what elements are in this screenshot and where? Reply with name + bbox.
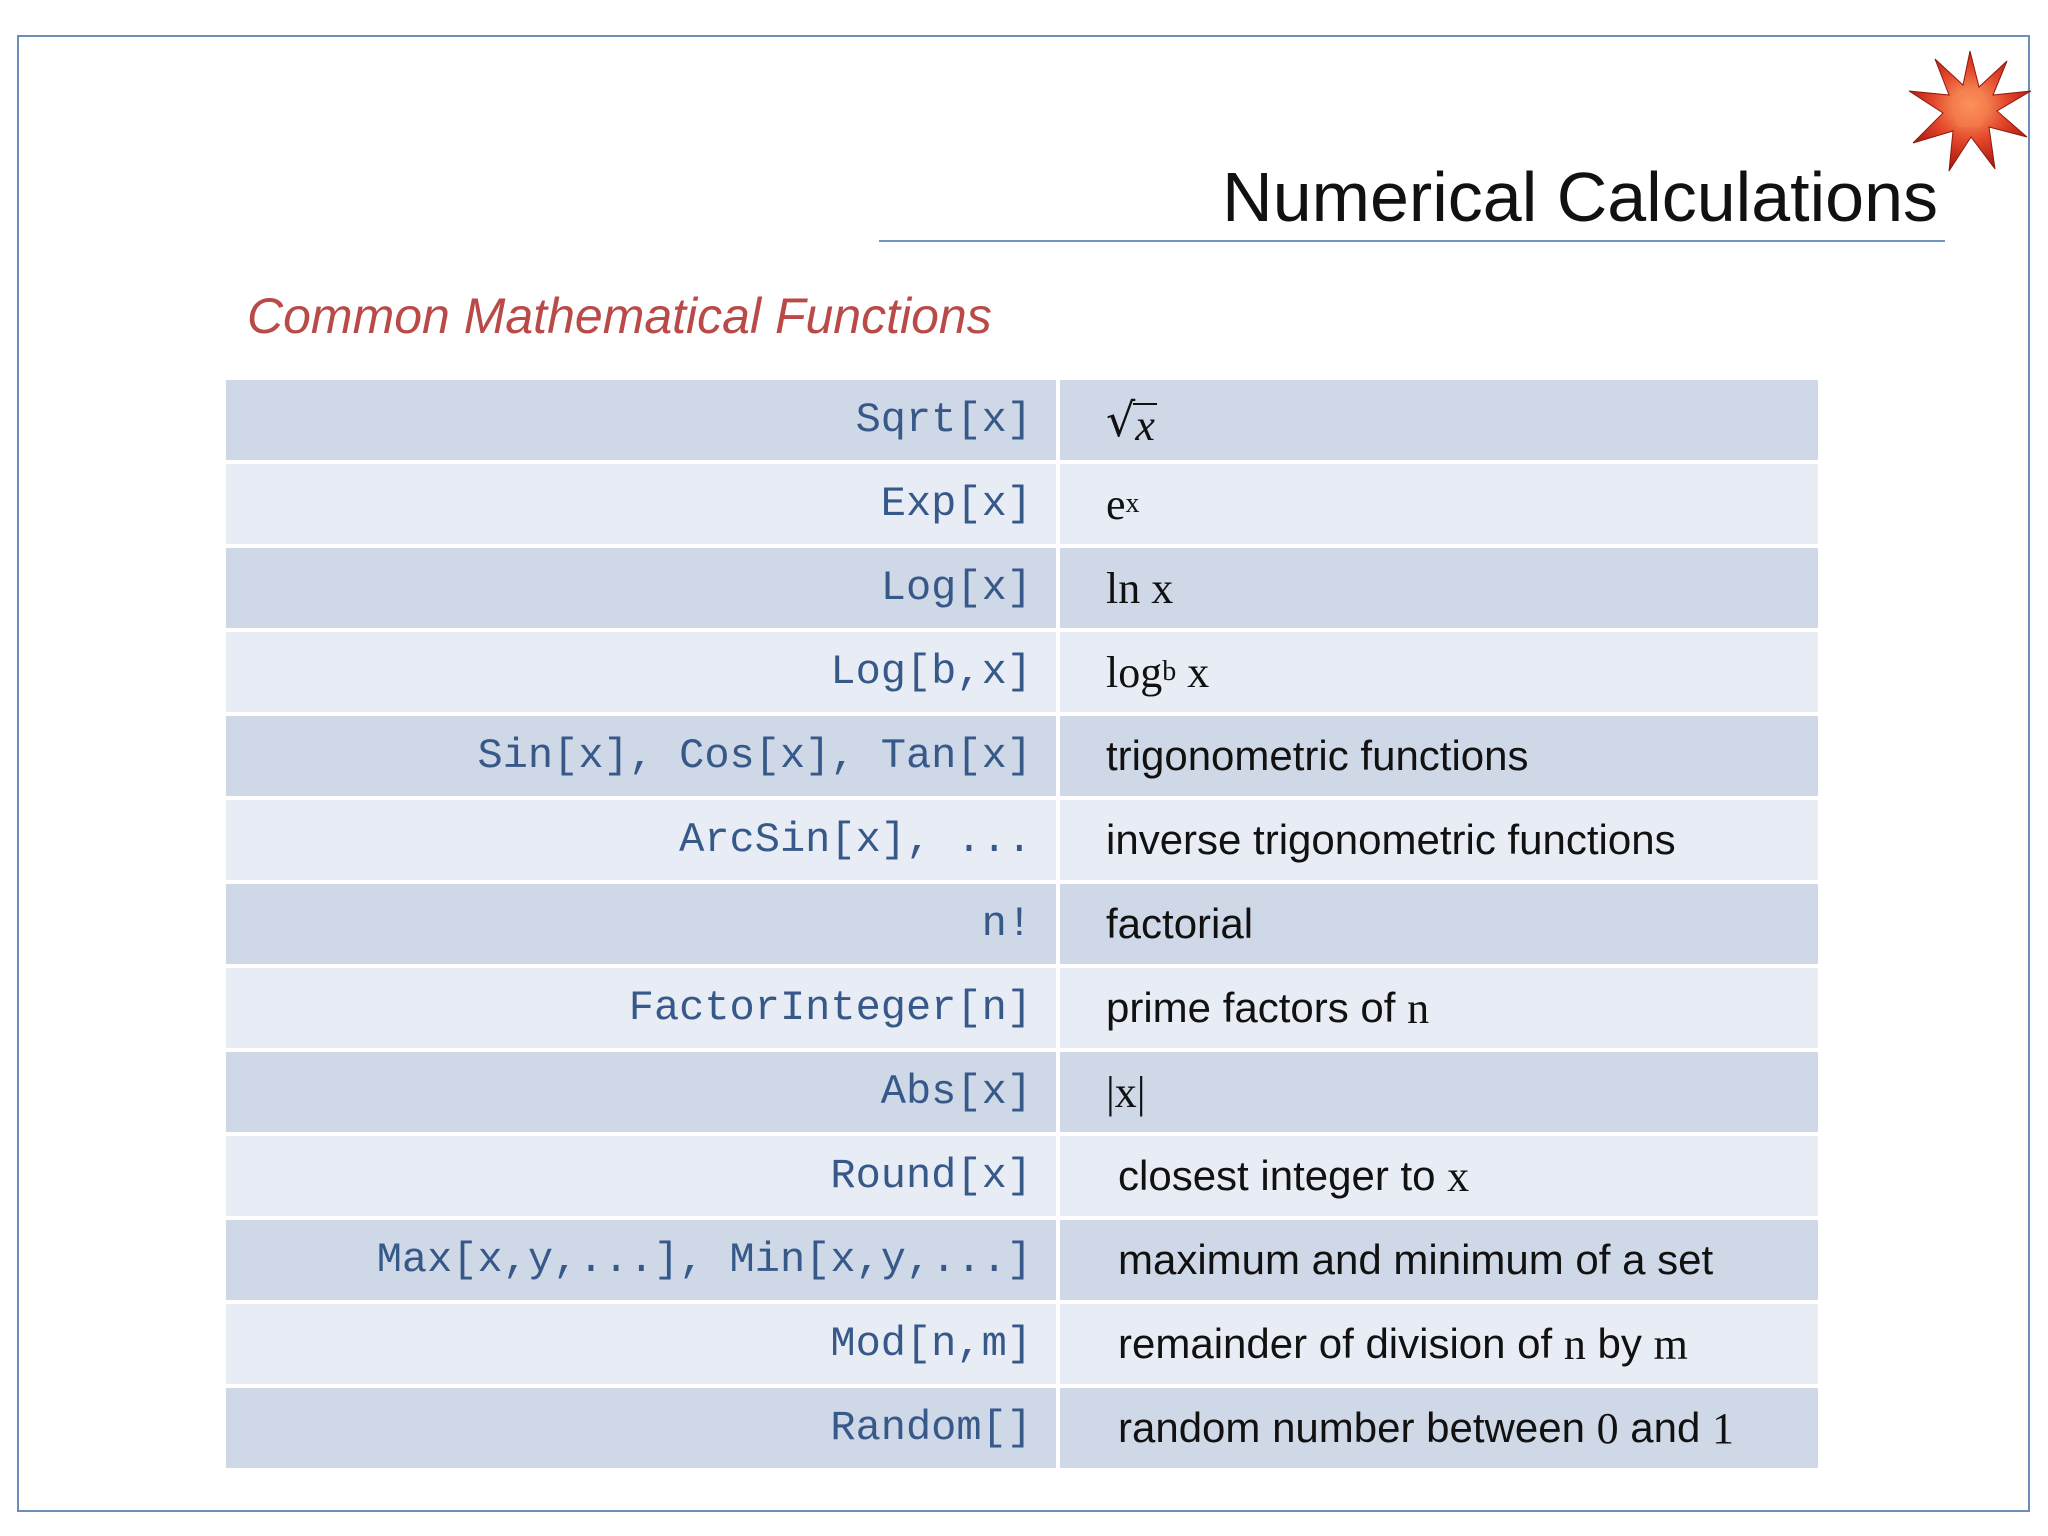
- table-row: [226, 1136, 1818, 1216]
- description-cell: maximum and minimum of a set: [1060, 1220, 1818, 1300]
- function-cell: Mod[n,m]: [226, 1304, 1056, 1384]
- function-cell: Abs[x]: [226, 1052, 1056, 1132]
- section-subtitle: Common Mathematical Functions: [247, 288, 992, 344]
- function-cell: FactorInteger[n]: [226, 968, 1056, 1048]
- math-variable: m: [1653, 1319, 1688, 1369]
- description-cell: trigonometric functions: [1060, 716, 1818, 796]
- math-variable: x: [1447, 1151, 1470, 1201]
- description-text: prime factors of: [1106, 984, 1408, 1031]
- function-cell: ArcSin[x], ...: [226, 800, 1056, 880]
- table-row: [226, 968, 1818, 1048]
- function-cell: Log[x]: [226, 548, 1056, 628]
- math-variable: n: [1563, 1319, 1586, 1369]
- description-text: random number between: [1118, 1404, 1597, 1451]
- slide: [17, 35, 2030, 1512]
- description-cell: |x|: [1060, 1052, 1818, 1132]
- function-cell: Random[]: [226, 1388, 1056, 1468]
- sqrt-sign: √: [1106, 393, 1136, 447]
- log-text: log: [1106, 647, 1163, 697]
- description-text: and: [1618, 1404, 1713, 1451]
- exp-exponent: x: [1125, 488, 1140, 519]
- description-cell: [1060, 968, 1818, 1048]
- description-cell: [1060, 632, 1818, 712]
- math-number: 0: [1596, 1403, 1619, 1453]
- table-row: [226, 632, 1818, 712]
- table-row: [226, 884, 1818, 964]
- title-divider: [879, 240, 1945, 242]
- table-row: [226, 1220, 1818, 1300]
- description-text: closest integer to: [1118, 1152, 1448, 1199]
- table-row: [226, 800, 1818, 880]
- description-text: remainder of division of: [1118, 1320, 1564, 1367]
- table-row: [226, 464, 1818, 544]
- function-cell: Sqrt[x]: [226, 380, 1056, 460]
- description-cell: ln x: [1060, 548, 1818, 628]
- math-number: 1: [1712, 1403, 1735, 1453]
- table-row: [226, 1304, 1818, 1384]
- description-cell: [1060, 380, 1818, 460]
- table-row: [226, 1052, 1818, 1132]
- sqrt-expression: [1106, 393, 1157, 450]
- table-row: [226, 1388, 1818, 1468]
- slide-title: Numerical Calculations: [1222, 158, 1938, 236]
- exp-base: e: [1106, 479, 1126, 529]
- function-cell: Exp[x]: [226, 464, 1056, 544]
- description-cell: inverse trigonometric functions: [1060, 800, 1818, 880]
- table-row: [226, 716, 1818, 796]
- table-row: [226, 380, 1818, 460]
- description-text: by: [1585, 1320, 1654, 1367]
- math-variable: n: [1407, 983, 1430, 1033]
- sqrt-argument: x: [1135, 401, 1155, 450]
- table-row: [226, 548, 1818, 628]
- description-cell: [1060, 1388, 1818, 1468]
- functions-table: [226, 380, 1818, 1472]
- description-cell: factorial: [1060, 884, 1818, 964]
- log-argument: x: [1176, 647, 1210, 697]
- function-cell: Round[x]: [226, 1136, 1056, 1216]
- function-cell: Sin[x], Cos[x], Tan[x]: [226, 716, 1056, 796]
- function-cell: Log[b,x]: [226, 632, 1056, 712]
- description-cell: [1060, 1136, 1818, 1216]
- log-base: b: [1162, 656, 1177, 687]
- description-cell: [1060, 1304, 1818, 1384]
- function-cell: Max[x,y,...], Min[x,y,...]: [226, 1220, 1056, 1300]
- function-cell: n!: [226, 884, 1056, 964]
- description-cell: [1060, 464, 1818, 544]
